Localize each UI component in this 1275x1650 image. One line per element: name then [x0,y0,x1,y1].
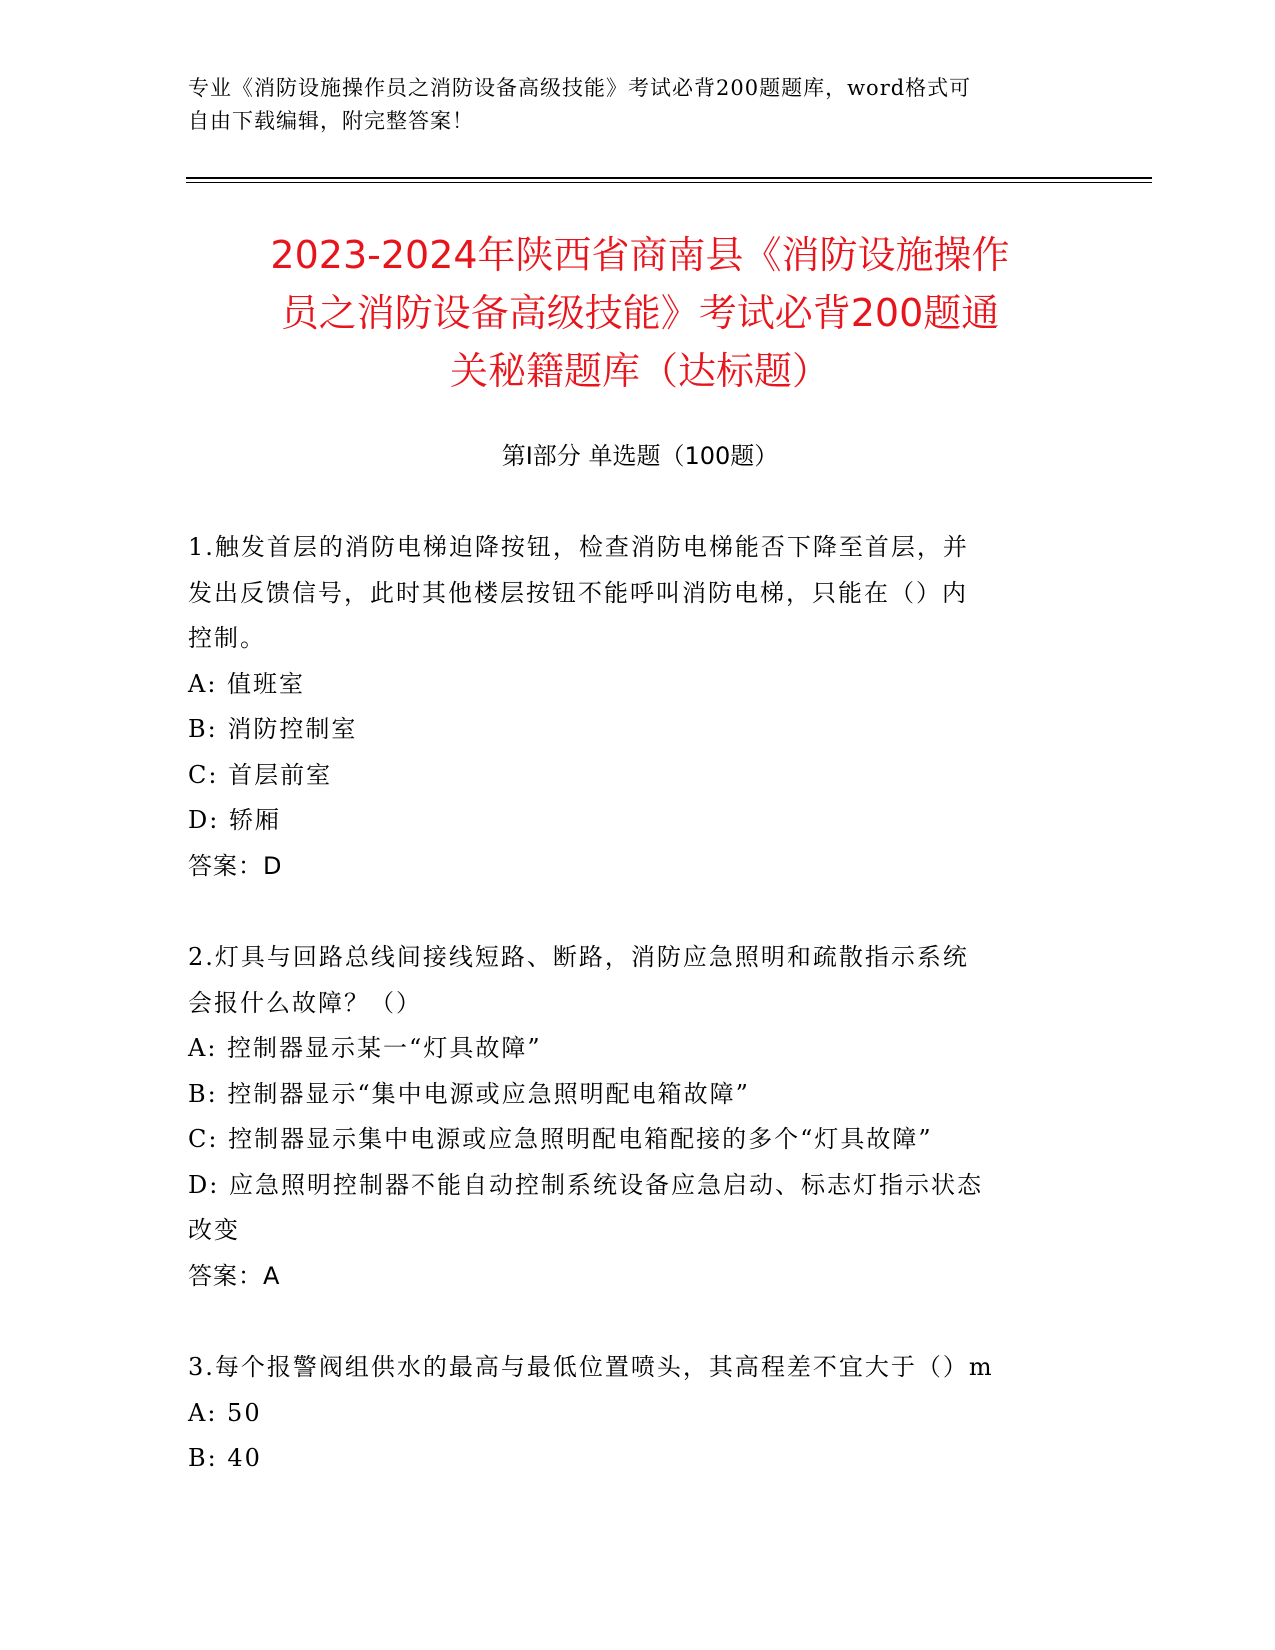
question-stem-line: 会报什么故障？（） [188,988,422,1017]
header-note [188,72,1068,138]
question-stem-line: 控制。 [188,624,266,652]
answer-line: 答案：D [188,851,283,880]
title-line: 2023-2024年陕西省商南县《消防设施操作 [270,233,1010,277]
option-d: D: 应急照明控制器不能自动控制系统设备应急启动、标志灯指示状态 [188,1170,983,1199]
option-a: A: 50 [188,1398,262,1427]
section-heading: 第Ⅰ部分 单选题（100题） [501,442,779,470]
header-divider-thick [186,177,1152,179]
option-d-continued: 改变 [188,1216,240,1244]
option-a: A: 值班室 [188,669,306,698]
title-line: 员之消防设备高级技能》考试必背200题通 [280,291,1000,335]
answer-line: 答案：A [188,1261,281,1290]
option-d: D: 轿厢 [188,806,281,834]
header-note-line: 自由下载编辑，附完整答案！ [188,109,474,133]
question-3 [188,1345,1078,1482]
question-stem-line: 1.触发首层的消防电梯迫降按钮，检查消防电梯能否下降至首层，并 [188,533,969,561]
option-c: C: 首层前室 [188,760,333,789]
header-note-line: 专业《消防设施操作员之消防设备高级技能》考试必背200题题库，word格式可 [188,76,972,100]
question-2 [188,935,1078,1299]
question-stem-line: 3.每个报警阀组供水的最高与最低位置喷头，其高程差不宜大于（）m [188,1353,994,1381]
question-stem-line: 2.灯具与回路总线间接线短路、断路，消防应急照明和疏散指示系统 [188,943,969,971]
option-c: C: 控制器显示集中电源或应急照明配电箱配接的多个“灯具故障” [188,1125,933,1153]
option-b: B: 40 [188,1444,262,1472]
option-b: B: 控制器显示“集中电源或应急照明配电箱故障” [188,1079,750,1108]
header-divider-thin [186,182,1152,183]
option-a: A: 控制器显示某一“灯具故障” [188,1034,542,1062]
option-b: B: 消防控制室 [188,715,358,743]
question-stem-line: 发出反馈信号，此时其他楼层按钮不能呼叫消防电梯，只能在（）内 [188,578,968,607]
question-1 [188,525,1078,889]
title-line: 关秘籍题库（达标题） [449,349,830,393]
document-title [180,226,1100,400]
